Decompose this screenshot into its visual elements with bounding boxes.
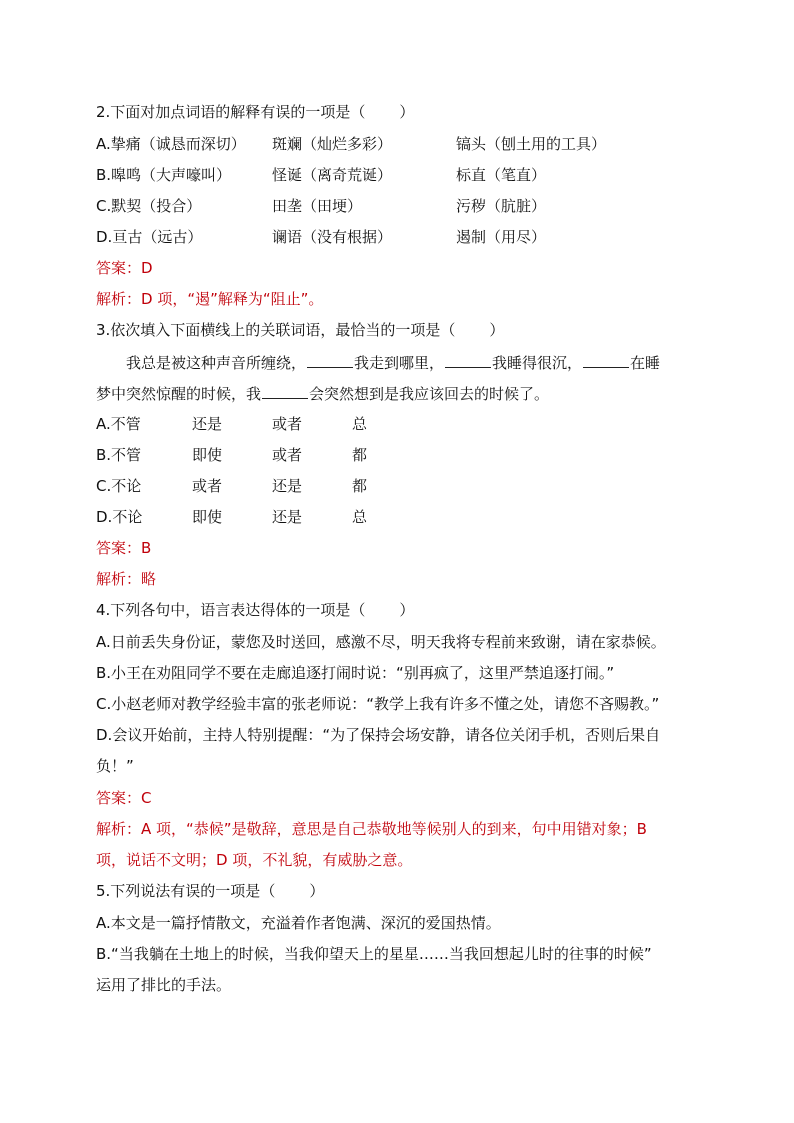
fill-blank-4 bbox=[262, 383, 308, 399]
q4-option-d: D.会议开始前，主持人特别提醒：“为了保持会场安静，请各位关闭手机，否则后果自 bbox=[96, 726, 661, 744]
q4-stem: 4.下列各句中，语言表达得体的一项是（ ） bbox=[96, 601, 415, 619]
q4-option-c: C.小赵老师对教学经验丰富的张老师说：“教学上我有许多不懂之处，请您不吝赐教。” bbox=[96, 695, 660, 713]
fill-blank-2 bbox=[445, 352, 491, 368]
q3-passage-line-1: 我总是被这种声音所缠绕， 我走到哪里， 我睡得很沉， 在睡 bbox=[126, 354, 661, 372]
q2-analysis: 解析：D 项，“遏”解释为“阻止”。 bbox=[96, 290, 324, 308]
q2-stem: 2.下面对加点词语的解释有误的一项是（ ） bbox=[96, 103, 415, 121]
fill-blank-1 bbox=[307, 352, 353, 368]
q3-stem: 3.依次填入下面横线上的关联词语，最恰当的一项是（ ） bbox=[96, 321, 505, 339]
document-page: 2.下面对加点词语的解释有误的一项是（ ） A.挚痛（诚恳而深切） 斑斓（灿烂多彩） 镐头（刨土用的工具） B.嗥鸣（大声嚎叫） 怪诞（离奇荒诞） 标直（笔直） C.默契（投合） 田垄（田埂） 污秽（肮脏） D.亘古（远古） 谰语（没有根据） 遏制（用尽） 答案：D 解析：D 项，“遏”解释为“阻止”。 3.依次填入下面横线上的关联词语，最恰当的一项是（ ） 我总是被这种声音所缠绕， 我走到哪里， 我睡得很沉， 在睡 梦中突然惊醒的时候，我 会突然想到是我应该回去的时候了。 A.不管 还是 或者 总 B.不管 即使 或者 都 C.不论 或者 还是 都 D.不论 即使 还是 总 答案：B 解析：略 4.下列各句中，语言表达得体的一项是（ ） A.日前丢失身份证，蒙您及时送回，感激不尽，明天我将专程前来致谢，请在家恭候。 B.小王在劝阻同学不要在走廊追逐打闹时说：“别再疯了，这里严禁追逐打闹。” C.小赵老师对教学经验丰富的张老师说：“教学上我有许多不懂之处，请您不吝赐教。” D.会议开始前，主持人特别提醒：“为了保持会场安静，请各位关闭手机，否则后果自 负！” 答案：C 解析：A 项，“恭候”是敬辞，意思是自己恭敬地等候别人的到来，句中用错对象；B 项，说话不文明；D 项，不礼貌，有威胁之意。 5.下列说法有误的一项是（ ） A.本文是一篇抒情散文，充溢着作者饱满、深沉的爱国热情。 B.“当我躺在土地上的时候，当我仰望天上的星星……当我回想起儿时的往事的时候” 运用了排比的手法。 bbox=[0, 0, 794, 1123]
q5-option-b-continued: 运用了排比的手法。 bbox=[96, 976, 232, 994]
q4-answer: 答案：C bbox=[96, 789, 152, 807]
q5-option-b: B.“当我躺在土地上的时候，当我仰望天上的星星……当我回想起儿时的往事的时候” bbox=[96, 945, 652, 963]
q3-passage-line-2: 梦中突然惊醒的时候，我 会突然想到是我应该回去的时候了。 bbox=[96, 385, 550, 403]
q4-option-b: B.小王在劝阻同学不要在走廊追逐打闹时说：“别再疯了，这里严禁追逐打闹。” bbox=[96, 664, 615, 682]
q4-option-a: A.日前丢失身份证，蒙您及时送回，感激不尽，明天我将专程前来致谢，请在家恭候。 bbox=[96, 633, 666, 651]
q4-option-d-continued: 负！” bbox=[96, 757, 134, 775]
q3-analysis: 解析：略 bbox=[96, 570, 157, 588]
q2-answer: 答案：D bbox=[96, 259, 153, 277]
q4-analysis-line-2: 项，说话不文明；D 项，不礼貌，有威胁之意。 bbox=[96, 851, 413, 869]
fill-blank-3 bbox=[583, 352, 629, 368]
q5-stem: 5.下列说法有误的一项是（ ） bbox=[96, 882, 325, 900]
q5-option-a: A.本文是一篇抒情散文，充溢着作者饱满、深沉的爱国热情。 bbox=[96, 914, 501, 932]
q4-analysis-line-1: 解析：A 项，“恭候”是敬辞，意思是自己恭敬地等候别人的到来，句中用错对象；B bbox=[96, 820, 647, 838]
q3-answer: 答案：B bbox=[96, 539, 152, 557]
